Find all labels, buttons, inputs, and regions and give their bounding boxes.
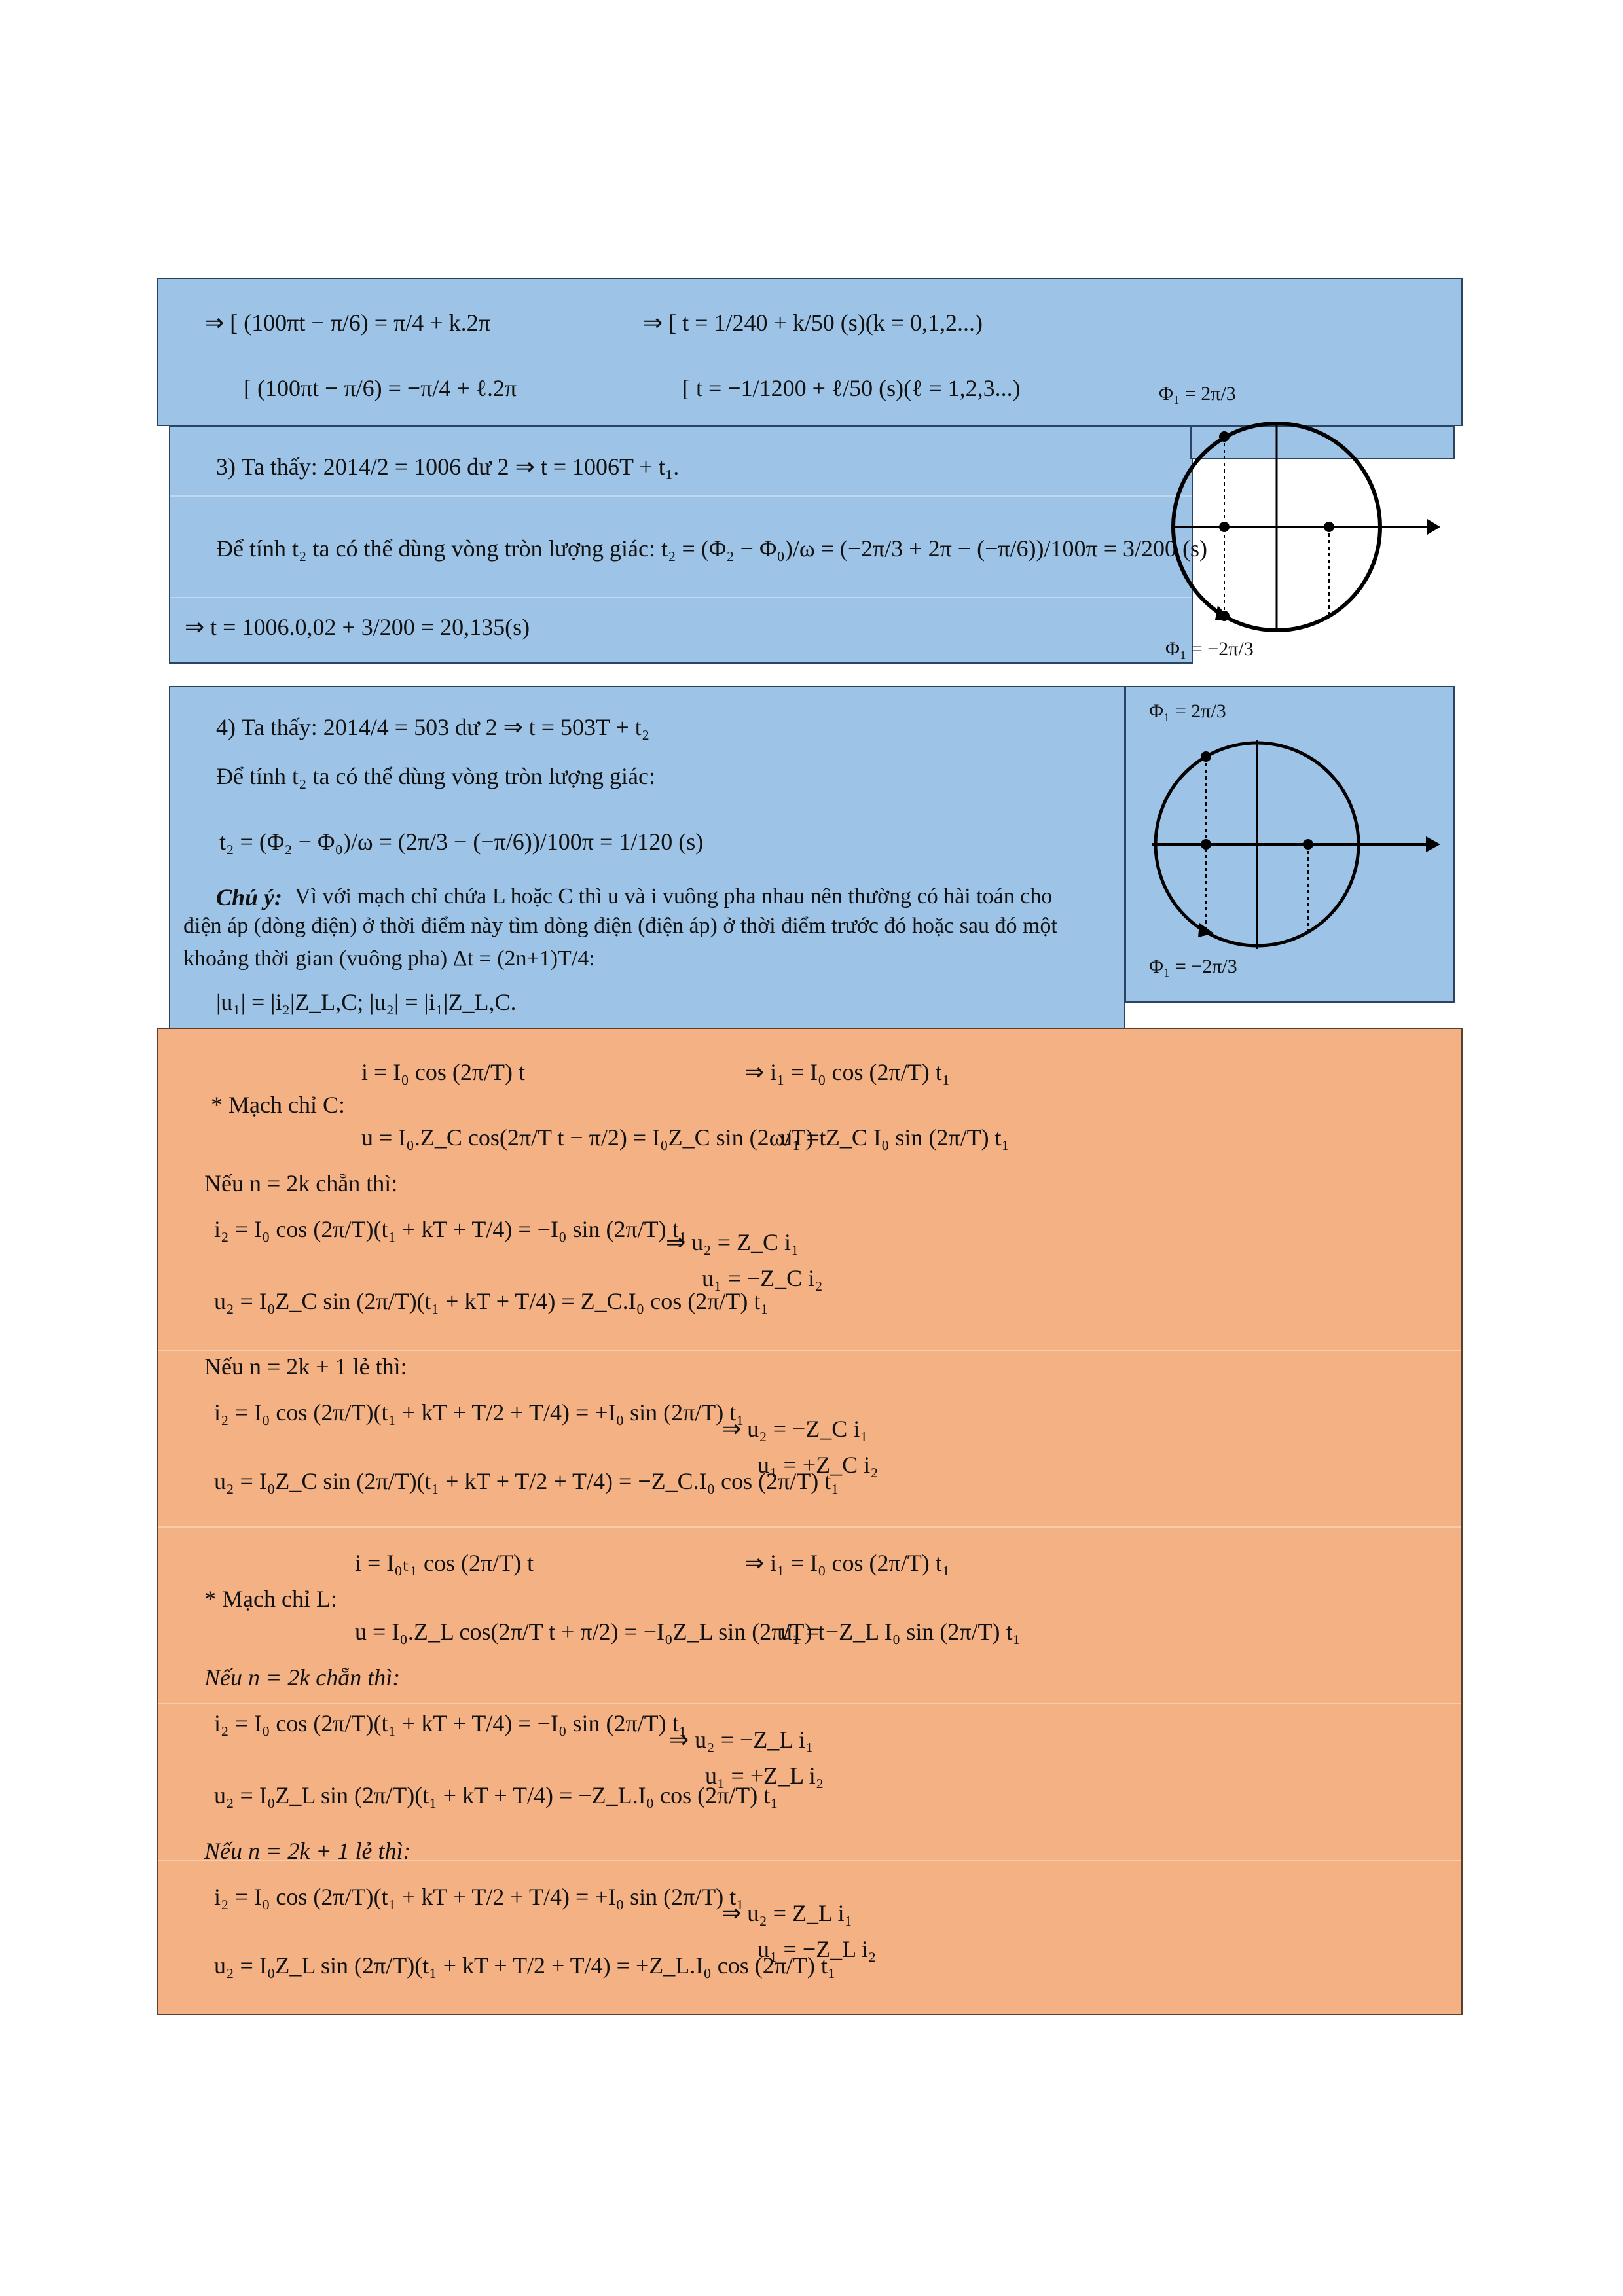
divider (158, 1526, 1461, 1528)
c-circuit-title: * Mạch chỉ C: (211, 1092, 345, 1118)
l-result-2: u₁ = −Z_L I₀ sin (2π/T) t₁ (780, 1619, 1021, 1645)
c-even-result-1: ⇒ u₂ = Z_C i₁ (666, 1229, 799, 1255)
l-odd-title: Nếu n = 2k + 1 lẻ thì: (204, 1838, 411, 1864)
trig-circle-diagram-1 (1165, 416, 1440, 645)
phi-bottom-label-1: Φ₁ = −2π/3 (1165, 638, 1254, 660)
l-odd-result-2: u₁ = −Z_L i₂ (757, 1936, 877, 1962)
c-odd-eq-2: u₂ = I₀Z_C sin (2π/T)(t₁ + kT + T/2 + T/4) = −Z_C.I₀ cos (2π/T) t₁ (214, 1468, 839, 1494)
divider (158, 1350, 1461, 1351)
divider (170, 495, 1192, 497)
solution-box-1 (157, 278, 1463, 426)
c-result-1: ⇒ i₁ = I₀ cos (2π/T) t₁ (744, 1059, 951, 1085)
c-odd-title: Nếu n = 2k + 1 lẻ thì: (204, 1354, 407, 1380)
c-even-title: Nếu n = 2k chẵn thì: (204, 1170, 398, 1196)
part4-line-1: 4) Ta thấy: 2014/4 = 503 dư 2 ⇒ t = 503T + t₂ (216, 714, 650, 740)
l-even-result-1: ⇒ u₂ = −Z_L i₁ (669, 1727, 814, 1753)
trig-circle-diagram-2 (1152, 733, 1440, 956)
l-circuit-title: * Mạch chỉ L: (204, 1586, 337, 1612)
c-even-eq-1: i₂ = I₀ cos (2π/T)(t₁ + kT + T/4) = −I₀ sin (2π/T) t₁ (214, 1216, 687, 1242)
eq-result-1: ⇒ [ t = 1/240 + k/50 (s)(k = 0,1,2...) (643, 310, 983, 336)
eq-line-2: [ (100πt − π/6) = −π/4 + ℓ.2π (244, 375, 517, 401)
c-even-result-2: u₁ = −Z_C i₂ (702, 1265, 823, 1291)
formula-box-orange (157, 1028, 1463, 2015)
solution-box-3 (169, 686, 1125, 1029)
part3-line-1: 3) Ta thấy: 2014/2 = 1006 dư 2 ⇒ t = 1006T + t₁. (216, 454, 680, 480)
note-title: Chú ý: (216, 884, 283, 910)
l-even-eq-2: u₂ = I₀Z_L sin (2π/T)(t₁ + kT + T/4) = −Z_L.I₀ cos (2π/T) t₁ (214, 1782, 778, 1808)
l-even-title: Nếu n = 2k chẵn thì: (204, 1664, 401, 1691)
divider (158, 1703, 1461, 1704)
c-odd-eq-1: i₂ = I₀ cos (2π/T)(t₁ + kT + T/2 + T/4) = +I₀ sin (2π/T) t₁ (214, 1399, 744, 1426)
note-line-3: khoảng thời gian (vuông pha) Δt = (2n+1)T/4: (183, 946, 595, 971)
part3-line-2: Để tính t₂ ta có thể dùng vòng tròn lượng giác: t₂ = (Φ₂ − Φ₀)/ω = (−2π/3 + 2π − (−π/6))/100π = 3/200 (s) (216, 535, 1208, 562)
divider (170, 597, 1192, 598)
part3-line-3: ⇒ t = 1006.0,02 + 3/200 = 20,135(s) (185, 614, 530, 640)
note-line-4: |u₁| = |i₂|Z_L,C; |u₂| = |i₁|Z_L,C. (216, 989, 517, 1015)
l-eq-1: i = I₀ₜ₁ cos (2π/T) t (355, 1550, 534, 1576)
c-eq-1: i = I₀ cos (2π/T) t (361, 1059, 525, 1085)
phi-top-label-1: Φ₁ = 2π/3 (1159, 383, 1236, 404)
part4-line-3: t₂ = (Φ₂ − Φ₀)/ω = (2π/3 − (−π/6))/100π = 1/120 (s) (219, 829, 704, 855)
c-odd-result-2: u₁ = +Z_C i₂ (757, 1452, 879, 1478)
l-odd-result-1: ⇒ u₂ = Z_L i₁ (721, 1900, 853, 1926)
phi-top-label-2: Φ₁ = 2π/3 (1149, 700, 1226, 722)
solution-box-3-figure (1125, 686, 1455, 1003)
note-line-2: điện áp (dòng điện) ở thời điểm này tìm dòng điện (điện áp) ở thời điểm trước đó hoặc sau đó một (183, 914, 1057, 938)
solution-box-2 (169, 425, 1208, 664)
part4-line-2: Để tính t₂ ta có thể dùng vòng tròn lượng giác: (216, 763, 655, 789)
c-odd-result-1: ⇒ u₂ = −Z_C i₁ (721, 1416, 868, 1442)
l-eq-2: u = I₀.Z_L cos(2π/T t + π/2) = −I₀Z_L sin (2π/T) t (355, 1619, 825, 1645)
phi-bottom-label-2: Φ₁ = −2π/3 (1149, 956, 1237, 977)
eq-line-1: ⇒ [ (100πt − π/6) = π/4 + k.2π (204, 310, 490, 336)
l-odd-eq-2: u₂ = I₀Z_L sin (2π/T)(t₁ + kT + T/2 + T/4) = +Z_L.I₀ cos (2π/T) t₁ (214, 1952, 836, 1979)
note-line-1: Vì với mạch chỉ chứa L hoặc C thì u và i vuông pha nhau nên thường có hài toán cho (295, 884, 1053, 908)
c-even-eq-2: u₂ = I₀Z_C sin (2π/T)(t₁ + kT + T/4) = Z_C.I₀ cos (2π/T) t₁ (214, 1288, 769, 1314)
l-even-eq-1: i₂ = I₀ cos (2π/T)(t₁ + kT + T/4) = −I₀ sin (2π/T) t₁ (214, 1710, 687, 1736)
l-odd-eq-1: i₂ = I₀ cos (2π/T)(t₁ + kT + T/2 + T/4) = +I₀ sin (2π/T) t₁ (214, 1884, 744, 1910)
l-result-1: ⇒ i₁ = I₀ cos (2π/T) t₁ (744, 1550, 951, 1576)
eq-result-2: [ t = −1/1200 + ℓ/50 (s)(ℓ = 1,2,3...) (682, 375, 1021, 401)
l-even-result-2: u₁ = +Z_L i₂ (705, 1763, 824, 1789)
c-eq-2: u = I₀.Z_C cos(2π/T t − π/2) = I₀Z_C sin (2ω/T) t (361, 1124, 826, 1151)
c-result-2: u₁ = Z_C I₀ sin (2π/T) t₁ (780, 1124, 1010, 1151)
